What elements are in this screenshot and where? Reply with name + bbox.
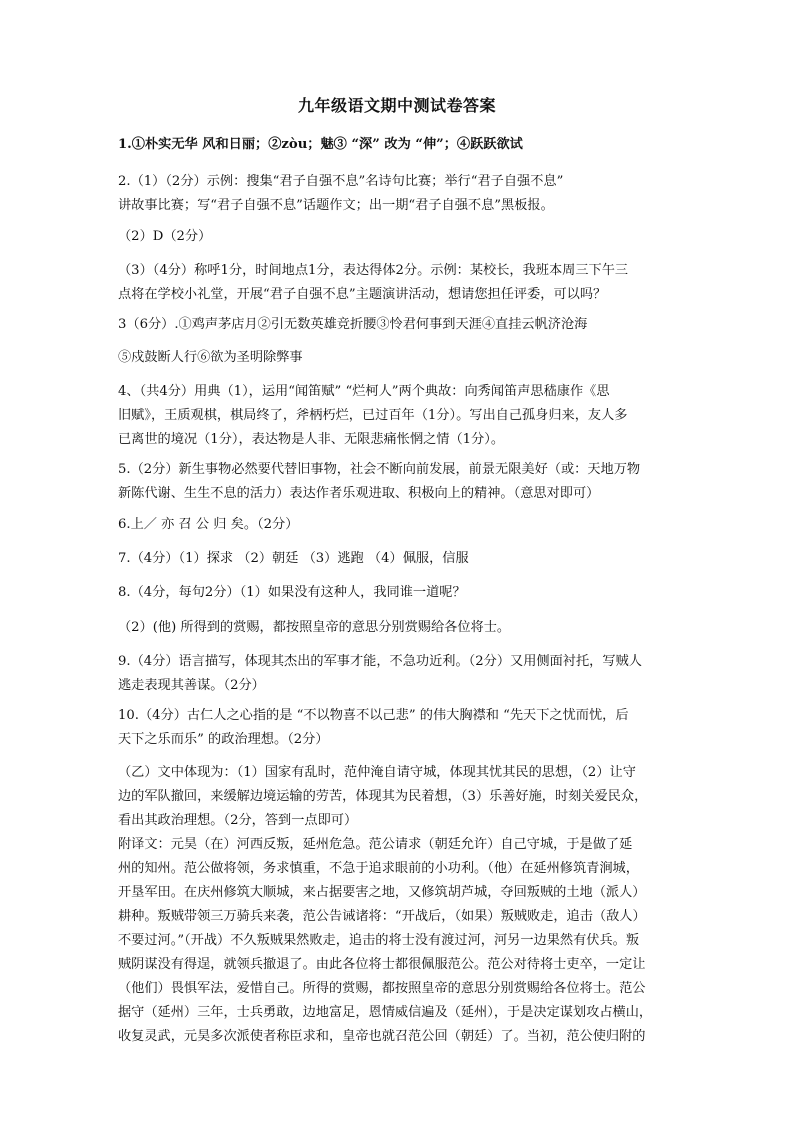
page-title: 九年级语文期中测试卷答案 — [297, 96, 496, 115]
line: 10.（4分）古仁人之心指的是 “不以物喜不以己悲” 的伟大胸襟和 “先天下之忧而忧，后 — [118, 708, 629, 723]
line: 点将在学校小礼堂，开展“君子自强不息”主题演讲活动，想请您担任评委，可以吗？ — [118, 287, 607, 302]
line: 3（6分）.①鸡声茅店月②引无数英雄竞折腰③怜君何事到天涯④直挂云帆济沧海 — [118, 317, 588, 332]
answer-2-2 — [118, 225, 686, 249]
line: 看出其政治理想。（2分，答到一点即可） — [118, 813, 358, 828]
line: ⑤戍鼓断人行⑥欲为圣明除弊事 — [118, 350, 303, 365]
line: 不要过河。”（开战）不久叛贼果然败走，追击的将士没有渡过河，河另一边果然有伏兵。叛 — [118, 933, 640, 948]
line: 边的军队撤回，来缓解边境运输的劳苦，体现其为民着想，（3）乐善好施，时刻关爱民众， — [118, 789, 648, 804]
line: 已离世的境况（1分），表达物是人非、无限悲痛怅惘之情（1分）。 — [118, 432, 505, 447]
answer-4 — [118, 380, 686, 452]
line: 耕种。叛贼带领三万骑兵来袭，范公告诫诸将：“开战后，（如果）叛贼败走，追击（敌人） — [118, 909, 646, 924]
answer-3-1 — [118, 313, 686, 337]
line: 贼阴谋没有得逞，就领兵撤退了。由此各位将士都很佩服范公。范公对待将士吏卒，一定让 — [118, 957, 646, 972]
line: （3）（4分）称呼1分，时间地点1分，表达得体2分。示例：某校长，我班本周三下午三 — [118, 263, 629, 278]
answer-1 — [118, 133, 686, 157]
line: （2）D（2分） — [118, 229, 212, 244]
answer-2-3 — [118, 259, 686, 307]
line: 讲故事比赛；写“君子自强不息”话题作文；出一期“君子自强不息”黑板报。 — [118, 198, 554, 213]
answer-3-2 — [118, 346, 686, 370]
line: 开垦军田。在庆州修筑大顺城，来占据要害之地，又修筑胡芦城，夺回叛贼的土地（派人） — [118, 885, 646, 900]
line: 6.上／ 亦 召 公 归 矣。（2分） — [118, 517, 299, 532]
line: 5.（2分）新生事物必然要代替旧事物，社会不断向前发展，前景无限美好（或：天地万物 — [118, 462, 641, 477]
line: 7.（4分）（1）探求 （2）朝廷 （3）逃跑 （4）佩服，信服 — [118, 551, 469, 566]
answer-5 — [118, 458, 686, 506]
line: （他们）畏惧军法，爱惜自己。所得的赏赐，都按照皇帝的意思分别赏赐给各位将士。范公 — [118, 981, 646, 996]
line: 2.（1）（2分）示例：搜集“君子自强不息”名诗句比赛；举行“君子自强不息” — [118, 174, 564, 189]
line: 4、（共4分）用典（1），运用“闻笛赋” “烂柯人”两个典故：向秀闻笛声思嵇康作《思 — [118, 384, 610, 399]
line: （2）(他) 所得到的赏赐，都按照皇帝的意思分别赏赐给各位将士。 — [118, 620, 511, 635]
answer-11 — [118, 761, 686, 833]
answer-6 — [118, 513, 686, 537]
line: （乙）文中体现为：（1）国家有乱时，范仲淹自请守城，体现其忧其民的思想，（2）让守 — [118, 765, 636, 780]
answer-8-2 — [118, 616, 686, 640]
line: 逃走表现其善谋。（2分） — [118, 678, 265, 693]
line: 9.（4分）语言描写，体现其杰出的军事才能，不急功近利。（2分）又用侧面衬托，写贼人 — [118, 654, 642, 669]
answer-2-1 — [118, 170, 686, 218]
line: 州的知州。范公做将领，务求慎重，不急于追求眼前的小功利。（他）在延州修筑青涧城， — [118, 861, 639, 876]
translation — [118, 833, 686, 1049]
line: 新陈代谢、生生不息的活力）表达作者乐观进取、积极向上的精神。（意思对即可） — [118, 486, 600, 501]
answer-8-1 — [118, 581, 686, 605]
answer-9 — [118, 650, 686, 698]
line: 天下之乐而乐” 的政治理想。（2分） — [118, 732, 329, 747]
line: 据守（延州）三年，士兵勇敢，边地富足，恩情威信遍及（延州），于是决定谋划攻占横山， — [118, 1005, 653, 1020]
line: 旧赋》，王质观棋，棋局终了，斧柄朽烂，已过百年（1分）。写出自己孤身归来，友人多 — [118, 408, 628, 423]
line: 附译文：元昊（在）河西反叛，延州危急。范公请求（朝廷允许）自己守城，于是做了延 — [118, 837, 633, 852]
line: 1.①朴实无华 风和日丽；②zòu；魅③ “深” 改为 “伸”；④跃跃欲试 — [118, 137, 523, 152]
answer-10 — [118, 704, 686, 752]
line: 8.（4分，每句2分）（1）如果没有这种人，我同谁一道呢？ — [118, 585, 466, 600]
answer-7 — [118, 547, 686, 571]
line: 收复灵武，元昊多次派使者称臣求和，皇帝也就召范公回（朝廷）了。当初，范公使归附的 — [118, 1029, 646, 1044]
